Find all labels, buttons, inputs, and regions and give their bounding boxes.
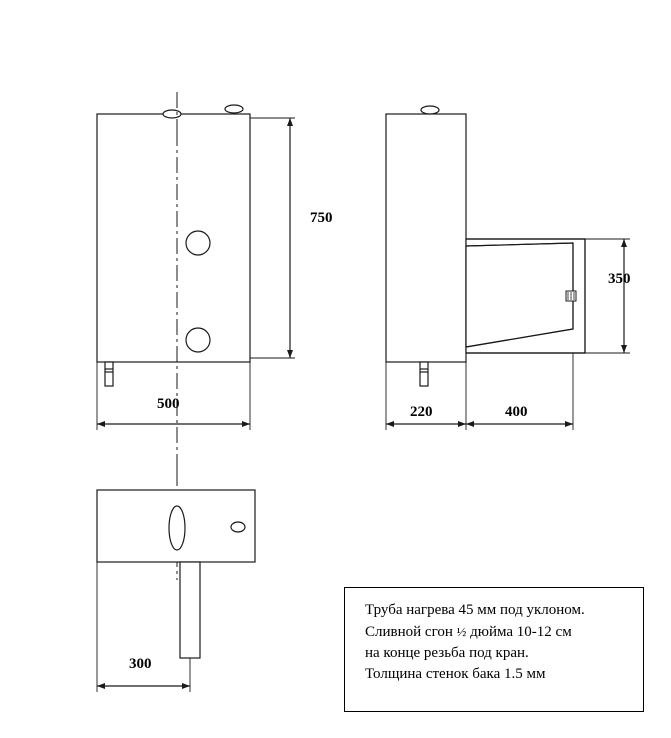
dimension-label-350: 350 (608, 271, 631, 287)
dimension-height-750 (250, 118, 295, 358)
side-view-tank (386, 106, 466, 386)
notes-text (365, 600, 637, 685)
note-line-2-pre: Сливной сгон (365, 624, 457, 640)
note-line-2 (365, 621, 637, 643)
note-line-2-post: дюйма 10-12 см (466, 624, 572, 640)
dimension-label-300: 300 (129, 656, 152, 672)
dimension-label-500: 500 (157, 396, 180, 412)
notes-box (344, 587, 644, 712)
heating-chamber (466, 239, 585, 353)
dimension-label-220: 220 (410, 404, 433, 420)
dimension-label-400: 400 (505, 404, 528, 420)
dimension-label-750: 750 (310, 210, 333, 226)
note-line-3: на конце резьба под кран. (365, 645, 529, 661)
top-view-tank (97, 490, 255, 658)
note-line-4: Толщина стенок бака 1.5 мм (365, 666, 546, 682)
front-view-tank (97, 105, 250, 386)
dimension-height-350 (585, 239, 630, 353)
note-line-1: Труба нагрева 45 мм под уклоном. (365, 602, 585, 618)
note-fraction-half: ½ (456, 624, 467, 639)
